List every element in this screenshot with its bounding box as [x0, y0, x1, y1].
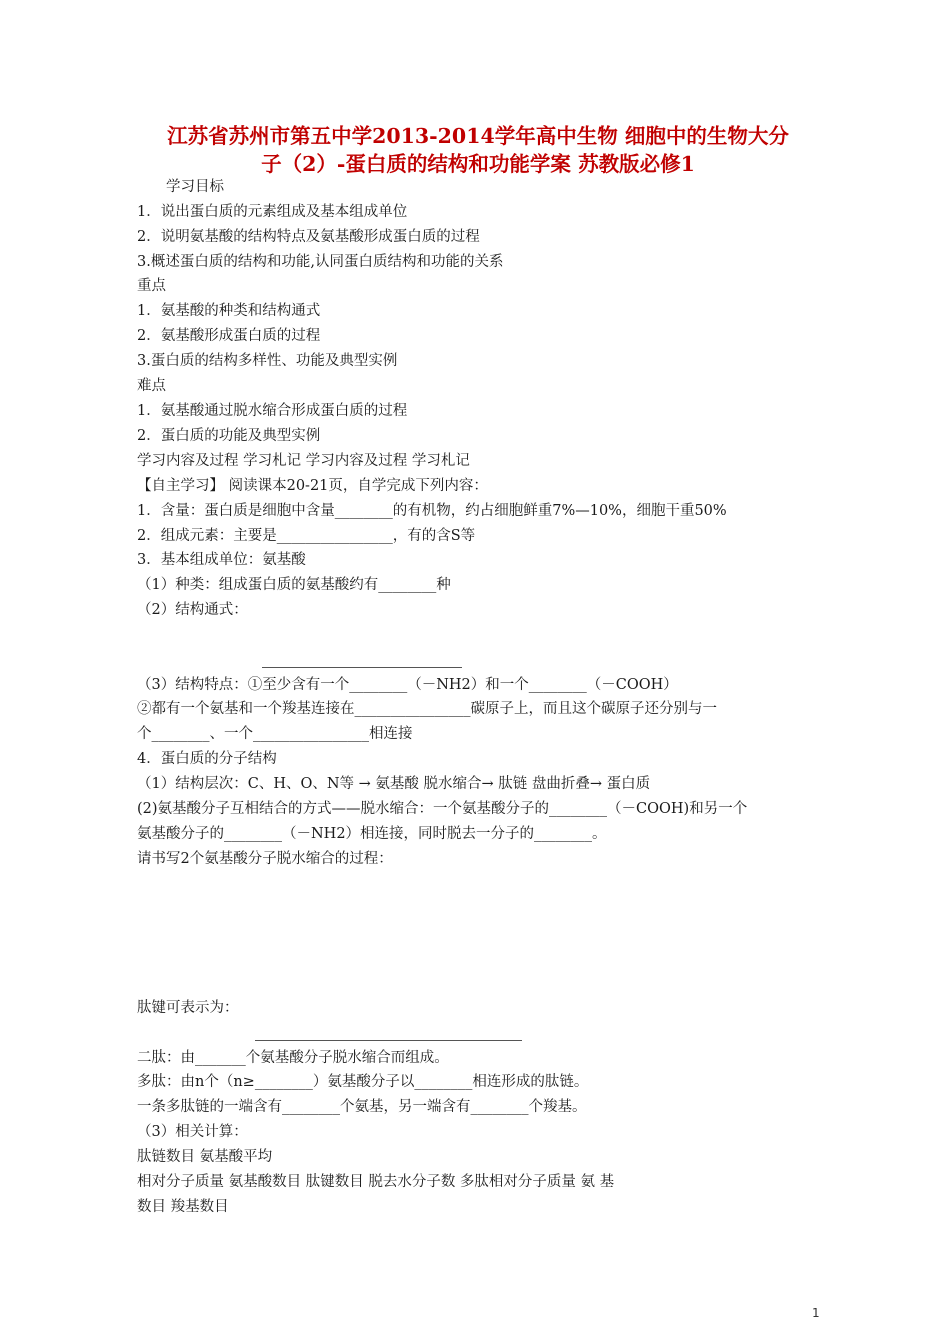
text-line: 1．氨基酸的种类和结构通式: [137, 303, 321, 319]
text-line: (2)氨基酸分子互相结合的方式——脱水缩合：一个氨基酸分子的________（－COOH)和另一个: [137, 801, 748, 817]
text-line: 1．氨基酸通过脱水缩合形成蛋白质的过程: [137, 403, 408, 419]
text-line: 氨基酸分子的________（－NH2）相连接，同时脱去一分子的________。: [137, 826, 607, 842]
text-line: 3.概述蛋白质的结构和功能,认同蛋白质结构和功能的关系: [137, 254, 504, 270]
text-line: 4．蛋白质的分子结构: [137, 751, 277, 767]
text-line: 肽键可表示为：: [137, 1000, 239, 1016]
text-line: 二肽：由_______个氨基酸分子脱水缩合而组成。: [137, 1050, 449, 1066]
answer-underline: [262, 667, 462, 668]
text-line: 2．组成元素：主要是________________，有的含S等: [137, 528, 476, 544]
text-line: 1．含量：蛋白质是细胞中含量________的有机物，约占细胞鲜重7%—10%，细胞干重50%: [137, 503, 727, 519]
text-line: 多肽：由n个（n≥________）氨基酸分子以________相连形成的肽链。: [137, 1074, 589, 1090]
text-line: 2．说明氨基酸的结构特点及氨基酸形成蛋白质的过程: [137, 229, 480, 245]
page-number: 1: [812, 1306, 820, 1320]
text-line: （1）结构层次：C、H、O、N等 → 氨基酸 脱水缩合→ 肽链 盘曲折叠→ 蛋白质: [137, 776, 651, 792]
text-line: （3）相关计算：: [137, 1124, 248, 1140]
text-line: 相对分子质量 氨基酸数目 肽键数目 脱去水分子数 多肽相对分子质量 氨 基: [137, 1174, 615, 1190]
text-line: 学习内容及过程 学习札记 学习内容及过程 学习札记: [137, 453, 470, 469]
document-title: [138, 122, 818, 178]
title-line-2: 子（2）-蛋白质的结构和功能学案 苏教版必修1: [261, 152, 695, 176]
text-line: ②都有一个氨基和一个羧基连接在________________碳原子上，而且这个碳原子还分别与一: [137, 701, 717, 717]
text-line: 请书写2个氨基酸分子脱水缩合的过程：: [137, 851, 393, 867]
text-line: 3.蛋白质的结构多样性、功能及典型实例: [137, 353, 398, 369]
text-line: 1．说出蛋白质的元素组成及基本组成单位: [137, 204, 408, 220]
section-heading-key-points: 重点: [137, 278, 166, 294]
text-line: （3）结构特点：①至少含有一个________（－NH2）和一个________（－COOH）: [137, 677, 678, 693]
answer-underline: [255, 1040, 522, 1041]
title-line-1: 江苏省苏州市第五中学2013-2014学年高中生物 细胞中的生物大分: [167, 124, 789, 148]
text-line: 3．基本组成单位：氨基酸: [137, 552, 306, 568]
text-line: 肽链数目 氨基酸平均: [137, 1149, 273, 1165]
text-line: 个________、一个________________相连接: [137, 726, 413, 742]
text-line: 数目 羧基数目: [137, 1199, 229, 1215]
section-heading-objectives: 学习目标: [166, 179, 224, 195]
text-line: 2．氨基酸形成蛋白质的过程: [137, 328, 321, 344]
text-line: 一条多肽链的一端含有________个氨基，另一端含有________个羧基。: [137, 1099, 587, 1115]
text-line: 【自主学习】 阅读课本20-21页，自学完成下列内容：: [137, 478, 488, 494]
text-line: （2）结构通式：: [137, 602, 248, 618]
text-line: （1）种类：组成蛋白质的氨基酸约有________种: [137, 577, 451, 593]
text-line: 2．蛋白质的功能及典型实例: [137, 428, 321, 444]
section-heading-difficulties: 难点: [137, 378, 166, 394]
